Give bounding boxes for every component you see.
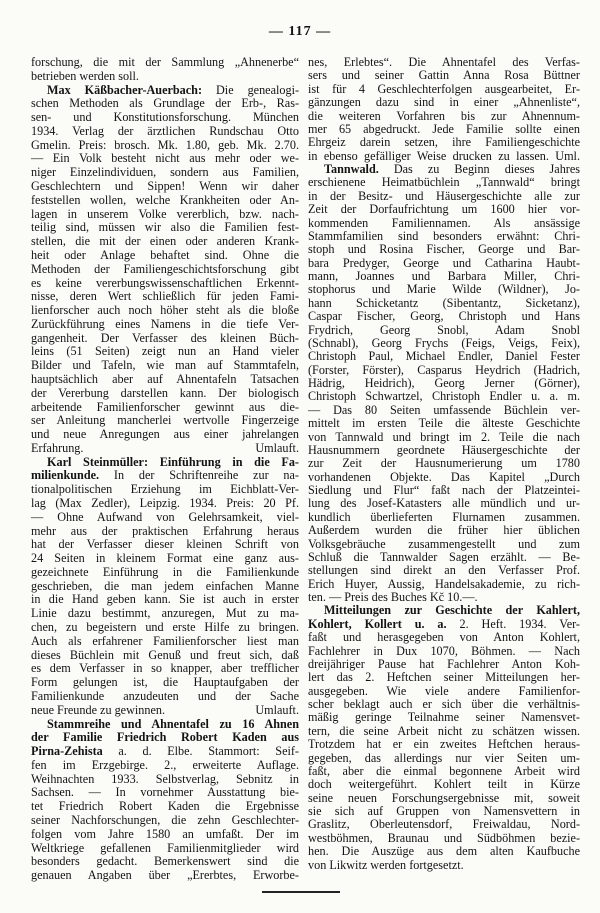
review-paragraph — [31, 456, 299, 718]
text-line: Frydrich, Georg Snobl, Adam Snobl — [308, 322, 580, 337]
text-line: seine neuen Forschungsergebnisse mit, soweit — [308, 790, 580, 805]
text-line: stoph und Rosina Fischer, George und Bar- — [308, 242, 580, 257]
text-line — [308, 604, 580, 617]
text-line: — Ein Volk besteht nicht aus mehr oder we- — [31, 151, 299, 166]
text-line: tern, die seine Arbeit nicht zu schätzen wissen. — [308, 723, 580, 738]
text-line: mäßig geringe Teilnahme seiner Namensvet- — [308, 710, 580, 725]
text-line: heit oder Anlage behaftet sind. Ohne die — [31, 247, 299, 262]
line-text: neue Freunde zu gewinnen. — [31, 702, 166, 717]
text-line: tet Friedrich Robert Kaden die Ergebnisse — [31, 799, 299, 814]
text-line: lienforscher auch noch höher steht als die bloße — [31, 303, 299, 318]
text-line: kundlich überlieferten Flurnamen zusammen. — [308, 509, 580, 524]
text-line: Siedlung und Flur“ faßt nach der Platzeintei- — [308, 483, 580, 497]
text-line: mehr aus der praktischen Erfahrung heraus — [31, 523, 299, 538]
text-line: 1934. Verlag der ärztlichen Rundschau Otto — [31, 123, 299, 138]
left-column — [31, 56, 299, 883]
text-line: leins (51 Seiten) zeigt nun an Hand vieler — [31, 344, 299, 359]
text-line — [31, 718, 299, 732]
line-text: Die genealogi- — [202, 82, 300, 97]
text-line: chen, zu begeistern und erste Hilfe zu bringen. — [31, 620, 299, 635]
text-line — [308, 618, 580, 631]
text-line: gangenheit. Der Verfasser des kleinen Büch- — [31, 330, 299, 345]
text-line: lert das 2. Heftchen seiner Mitteilungen her- — [308, 670, 580, 685]
text-line: niger Einzelindividuen, sondern aus Familien, — [31, 165, 299, 180]
text-line: folgen vom Jahre 1580 an umfaßt. Der im — [31, 826, 299, 841]
line-text: Erfahrung. — [31, 440, 84, 455]
bold-title: Stammreihe und Ahnentafel zu 16 Ahnen — [47, 716, 299, 731]
text-line — [31, 704, 299, 718]
text-line: Weltkriege gefallenen Familienmitglieder wird — [31, 840, 299, 855]
text-line: stophorus und Marie Wilde (Wildner), Jo- — [308, 282, 580, 297]
text-line: hat der Verfasser dieser kleinen Schrift von — [31, 537, 299, 552]
line-text: In der Schriftenreihe zur na- — [99, 468, 299, 483]
text-line: Auch als erfahrener Familienforscher liest man — [31, 633, 299, 648]
bold-title: Mitteilungen zur Geschichte der Kahlert, — [324, 603, 580, 618]
text-line: doch weitergeführt. Kohlert teilt in Kürze — [308, 777, 580, 792]
text-line: ist für 4 Geschlechterfolgen ausgearbeitet, Er- — [308, 81, 580, 96]
text-line: Graslitz, Oberleutensdorf, Freiwaldau, Nord- — [308, 817, 580, 832]
bold-title: Pirna-Zehista — [31, 744, 103, 759]
text-line: vorhandenen Objekte. Das Kapitel „Durch — [308, 469, 580, 484]
text-line: Volksgebräuche zusammengestellt und zum — [308, 536, 580, 551]
text-line: faßt, aber die einmal begonnene Arbeit wird — [308, 763, 580, 778]
text-line: Christoph Paul, Michael Endler, Daniel Fester — [308, 349, 580, 364]
text-line: bara Predyger, George und Catharina Haubt- — [308, 255, 580, 270]
text-line: Schluß die Tannwalder Sagen erzählt. — Be- — [308, 549, 580, 564]
bold-title: milienkunde. — [31, 468, 100, 483]
text-line: Zurückführung eines Namens in die tiefe Ver- — [31, 316, 299, 331]
line-text: Das zu Beginn dieses Jahres — [378, 162, 580, 176]
text-line: tionalpolitischen Erziehung im Eichblatt-Ver- — [31, 482, 299, 497]
right-column — [308, 56, 580, 872]
text-line: — Das 80 Seiten umfassende Büchlein ver- — [308, 402, 580, 417]
text-line: (Schnabl), Georg Frychs (Feigs, Veigs, Feix), — [308, 335, 580, 350]
text-line: hann Schicketantz (Sibentantz, Sicketanz), — [308, 295, 580, 310]
text-line: Ehrgeiz darein setzen, ihre Familiengeschichte — [308, 135, 580, 150]
text-line: schen Methoden als Grundlage der Erb-, Ras- — [31, 96, 299, 111]
text-line — [31, 469, 299, 483]
review-paragraph — [31, 718, 299, 883]
text-line: in ebenso gefälliger Weise drucken zu lassen. Uml. — [308, 148, 580, 163]
text-line: Form gelungen ist, die Hauptaufgaben der — [31, 675, 299, 690]
text-line: Erich Huyer, Aussig, Handelsakademie, zu rich- — [308, 576, 580, 591]
footnote-rule — [262, 891, 340, 893]
text-line: Familienkunde anzudeuten und der Sache — [31, 688, 299, 703]
text-line: faßt und herasgegeben von Anton Kohlert, — [308, 630, 580, 645]
reviewer-signature: Umlauft. — [255, 440, 299, 455]
reviewer-signature: Umlauft. — [255, 702, 299, 717]
text-line: hauptsächlich aber auf Ahnentafeln Tatsachen — [31, 371, 299, 386]
text-line: stellen, die mit der einen oder anderen Krank- — [31, 234, 299, 249]
review-paragraph — [308, 604, 580, 872]
text-line: es dem Verfasser in so knapper, aber trefflicher — [31, 661, 299, 676]
text-line: von Likwitz werden fortgesetzt. — [308, 857, 464, 872]
text-line: nisse, deren Wert schließlich für jeden Fami- — [31, 289, 299, 304]
text-line: Linie dazu bestimmt, anzuregen, Mut zu ma- — [31, 606, 299, 621]
text-line: besonders gedacht. Bemerkenswert sind die — [31, 854, 299, 869]
text-line: gegeben, das allerdings nur vier Seiten um- — [308, 750, 580, 765]
text-line: Weihnachten 1933. Selbstverlag, Sebnitz in — [31, 771, 299, 786]
text-line: Bilder und Tafeln, wie man auf Stammtafeln, — [31, 358, 299, 373]
text-line: lagen in unserem Volke vererblich, bzw. nach- — [31, 206, 299, 221]
text-line: stellungen sind direkt an den Verfasser Prof. — [308, 563, 580, 578]
review-paragraph — [308, 163, 580, 604]
text-line: zur Zeit der Hausnumerierung um 1780 — [308, 456, 580, 471]
text-line: Christoph Schwartzel, Christoph Endler u. a. m. — [308, 389, 580, 404]
text-line: ser Anleitung mancherlei wertvolle Fingerzeige — [31, 413, 299, 428]
text-line: dreijähriger Pause hat Fachlehrer Anton Koh- — [308, 656, 580, 671]
text-line: scher beklagt auch er sich über die verhältnis- — [308, 697, 580, 711]
text-line: lung des Josef-Katasters alle mündlich und ur- — [308, 496, 580, 511]
text-line: Geschlechtern und Sippen! Wenn wir daher — [31, 179, 299, 194]
text-line: Trotzdem hat er ein zweites Heftchen heraus- — [308, 737, 580, 752]
review-paragraph — [31, 56, 299, 84]
text-line: Caspar Fischer, Georg, Christoph und Hans — [308, 309, 580, 324]
line-text: a. d. Elbe. Stammort: Seif- — [102, 744, 299, 759]
text-line: Gmelin. Preis: brosch. Mk. 1.80, geb. Mk. 2.70. — [31, 137, 299, 152]
text-line: Stammfamilien sind besonders erwähnt: Chri- — [308, 228, 580, 243]
review-paragraph — [308, 56, 580, 163]
text-line: — Ohne Aufwand von Gelehrsamkeit, viel- — [31, 509, 299, 524]
text-line: westböhmen, Braunau und Südböhmen bezie- — [308, 830, 580, 845]
text-line: teilig sind, müssen wir also die Familien fest- — [31, 220, 299, 235]
text-line: gezeichnete Einführung in die Familienkunde — [31, 564, 299, 579]
text-line: in der Besitz- und Häusergeschichte alle zur — [308, 188, 580, 203]
text-line: lag (Max Zedler), Leipzig. 1934. Preis: 20 Pf. — [31, 496, 299, 510]
text-line: sers und seiner Gattin Anna Rosa Büttner — [308, 68, 580, 83]
text-line: forschung, die mit der Sammlung „Ahnenerbe“ — [31, 55, 299, 69]
text-line: genauen Angaben über „Ererbtes, Erworbe- — [31, 868, 299, 883]
bold-title: Max Käßbacher-Auerbach: — [47, 82, 203, 97]
text-line: (Forster, Förster), Casparus Heydrich (Hadrich, — [308, 362, 580, 377]
bold-title: der Familie Friedrich Robert Kaden aus — [31, 730, 299, 745]
review-paragraph — [31, 84, 299, 456]
text-line: geschrieben, die man jedem einfachen Manne — [31, 578, 299, 593]
text-line: ten. — Preis des Buches Kč 10.—. — [308, 590, 478, 604]
text-line: Zeit der Dorfaufrichtung um 1600 hier vor- — [308, 202, 580, 217]
text-line: nes, Erlebtes“. Die Ahnentafel des Verfas- — [308, 55, 580, 69]
text-line: hen. Die Auszüge aus dem alten Kaufbuche — [308, 844, 580, 859]
text-line: sie sich auf Gruppen von Namensvettern in — [308, 804, 580, 818]
text-line: von Tannwald und bringt im 2. Teile die nach — [308, 429, 580, 444]
text-line: Hausnummern geordnete Häusergeschichte der — [308, 442, 580, 457]
text-line: fen im Erzgebirge. 2., erweiterte Auflage. — [31, 757, 299, 772]
text-line: in die Hand geben kann. Sie ist auch in erster — [31, 592, 299, 607]
text-line: arbeitende Familienforscher gewinnt aus die- — [31, 399, 299, 414]
text-line: kommenden Familiennamen. Als ansässige — [308, 215, 580, 230]
text-line: der Vererbung darstellen kann. Der biologisch — [31, 385, 299, 400]
text-line — [31, 84, 299, 98]
bold-title: Kohlert, Kollert u. a. — [308, 616, 447, 631]
text-line — [31, 456, 299, 470]
bold-title: Tannwald. — [324, 162, 379, 176]
text-line — [308, 163, 580, 176]
text-line: mittelt im ersten Teile die älteste Geschichte — [308, 416, 580, 431]
text-line — [31, 731, 299, 745]
text-line: Fachlehrer in Dux 1070, Böhmen. — Nach — [308, 643, 580, 658]
text-line — [31, 442, 299, 456]
text-line: sen- und Konstitutionsforschung. München — [31, 110, 299, 125]
text-line: mann, Joannes und Barbara Miller, Chri- — [308, 269, 580, 283]
text-line: 24 Seiten in kleinem Format eine ganz aus- — [31, 551, 299, 566]
text-line: Sachsen. — In vornehmer Ausstattung bie- — [31, 785, 299, 800]
text-line: gänzungen dazu sind in einer „Ahnenliste“, — [308, 95, 580, 110]
text-line: und neue Anregungen aus einer jahrelangen — [31, 427, 299, 442]
bold-title: Karl Steinmüller: Einführung in die Fa- — [47, 454, 299, 469]
text-line: betrieben werden soll. — [31, 68, 139, 83]
text-line: mer 65 abgedruckt. Jede Familie sollte einen — [308, 121, 580, 136]
line-text: 2. Heft. 1934. Ver- — [446, 616, 580, 631]
text-line: Methoden der Familiengeschichtsforschung gibt — [31, 261, 299, 276]
text-line: seiner Nachforschungen, die zehn Geschlechter- — [31, 812, 299, 827]
text-line: es keine vererbungswissenschaftlichen Erkennt- — [31, 275, 299, 290]
text-line: erschienene Heimatbüchlein „Tannwald“ bringt — [308, 175, 580, 190]
text-line: die weiteren Vorfahren bis zur Ahnennum- — [308, 108, 580, 123]
page-number: — 117 — — [268, 24, 332, 39]
text-line: Außerdem wurden die früher hier üblichen — [308, 523, 580, 538]
text-line: Hädrig, Heidrich), Georg Jerner (Görner), — [308, 376, 580, 390]
text-line: feststellen wollen, welche Krankheiten oder An- — [31, 192, 299, 207]
text-line — [31, 745, 299, 759]
text-line: ausgegeben. Wie viele andere Familienfor- — [308, 683, 580, 698]
text-line: dieses Büchlein mit Genuß und freut sich, daß — [31, 647, 299, 662]
